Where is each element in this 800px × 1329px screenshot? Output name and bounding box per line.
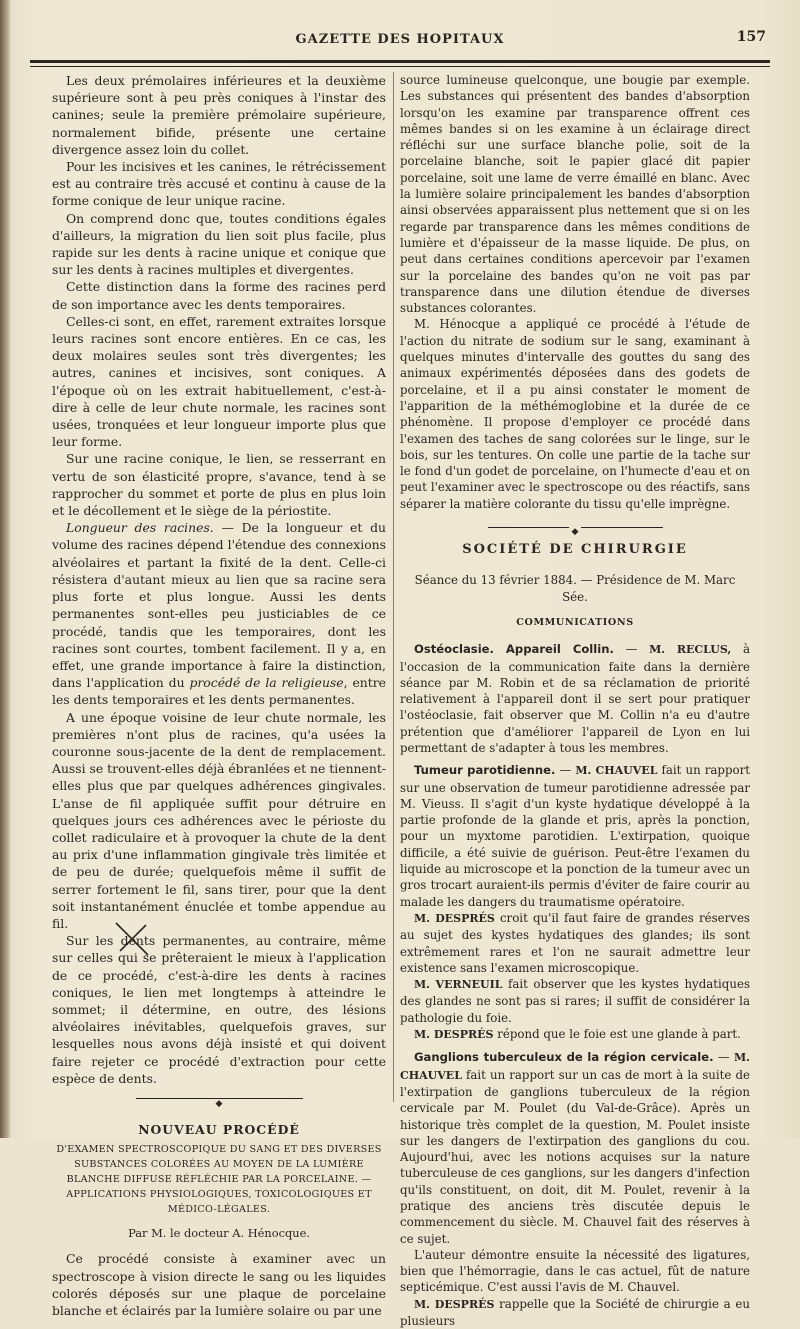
paragraph-text: — De la longueur et du volume des racines dépend l'étendue des connexions alvéolaires et partant la fixité de la dent. Celle-ci résistera d'autant mieux au lien que sa racine sera plus forte et plus longue. Aussi les dents permanentes sont-elles peu justiciables de ce procédé, tandis que les temporaires, dont les racines sont courtes, tombent facilement. Il y a, en effet, une grande importance à faire la distinction, dans l'application du	[52, 520, 386, 691]
article-author: Par M. le docteur A. Hénocque.	[128, 1226, 310, 1241]
handwritten-cross-mark	[112, 921, 152, 959]
paragraph: Ce procédé consiste à examiner avec un spectroscope à vision directe le sang ou les liquides colorés déposés sur une plaque de porcelaine blanche et éclairés par la lumière solaire ou par une	[52, 1251, 386, 1318]
left-column	[52, 72, 386, 1319]
paragraph: L'auteur démontre ensuite la nécessité des ligatures, bien que l'hémorragie, dans le cas actuel, fût de nature septicémique. C'est aussi l'avis de M. Chauvel.	[400, 1247, 750, 1295]
paragraph: M. Hénocque a appliqué ce procédé à l'étude de l'action du nitrate de sodium sur le sang, examinant à quelques minutes d'intervalle des gouttes du sang des animaux expérimentés déposées dans des godets de porcelaine, et il a pu ainsi constater le moment de l'apparition de la méthémoglobine et la durée de ce phénomène. Il propose d'employer ce procédé dans l'examen des taches de sang colorées sur le linge, sur le bois, sur les tentures. On colle une partie de la tache sur le fond d'un godet de porcelaine, on l'humecte d'eau et on peut l'examiner avec le spectroscope ou des réactifs, sans séparer la matière colorante du tissu qu'elle imprègne.	[400, 317, 750, 511]
topic-heading: Tumeur parotidienne.	[414, 763, 556, 778]
paragraph: source lumineuse quelconque, une bougie par exemple. Les substances qui présentent des bandes d'absorption lorsqu'on les examine par transparence offrent ces mêmes bandes si on les examine à un éclairage direct réfléchi sur une surface blanche polie, soit de la porcelaine blanche, soit le papier glacé dit papier porcelaine, soit une lame de verre émaillé en blanc. Avec la lumière solaire principalement les bandes d'absorption ainsi observées apparaissent plus nettement que si on les regarde par transparence dans les mêmes conditions de lumière et d'épaisseur de la masse liquide. De plus, on peut dans certaines conditions apercevoir par l'examen sur la porcelaine des bandes qu'on ne voit pas par transparence dans une dilution étendue de diverses substances colorantes.	[400, 73, 750, 316]
book-spine	[0, 0, 10, 1138]
topic-heading: Ganglions tuberculeux de la région cervicale.	[414, 1050, 714, 1065]
page-header	[30, 26, 770, 52]
paragraph	[400, 910, 750, 976]
paragraph	[400, 1026, 750, 1043]
italic-term: procédé de la religieuse	[189, 675, 344, 691]
ornament-glyph: ◆	[569, 527, 582, 537]
paragraph-text: rappelle que la Société de chirurgie a eu plusieurs	[400, 1296, 750, 1329]
right-column	[400, 72, 750, 1329]
paragraph-text: fait un rapport sur un cas de mort à la suite de l'extirpation de ganglions tuberculeux de la région cervicale par M. Poulet (du Val-de-Grâce). Après un historique très complet de la question, M. Poulet insiste sur les dangers de l'extirpation des ganglions du cou. Aujourd'hui, avec les notions acquises sur la nature tuberculeuse de ces ganglions, sur les dangers d'infection qu'ils constituent, on doit, dit M. Poulet, revenir à la pratique des anciens très discutée depuis le commencement du siècle. M. Chauvel fait des réserves à ce sujet.	[400, 1067, 750, 1246]
paragraph-text: fait observer que les kystes hydatiques des glandes ne sont pas si rares; il suffit de considérer la pathologie du foie.	[400, 977, 750, 1025]
journal-title: GAZETTE DES HOPITAUX	[295, 32, 505, 47]
speaker-name: M. DESPRÉS	[414, 911, 495, 925]
paragraph: Cette distinction dans la forme des racines perd de son importance avec les dents temporaires.	[52, 279, 386, 312]
society-title: SOCIÉTÉ DE CHIRURGIE	[462, 542, 688, 558]
paragraph-lead: Longueur des racines.	[66, 520, 214, 536]
paragraph: Ganglions tuberculeux de la région cervicale. — M. CHAUVEL fait un rapport sur un cas de mort à la suite de l'extirpation de ganglions tuberculeux de la région cervicale par M. Poulet (du Val-de-Grâce). Après un historique très complet de la question, M. Poulet insiste sur les dangers de l'extirpation des ganglions du cou. Aujourd'hui, avec les notions acquises sur la nature tuberculeuse de ces ganglions, sur les dangers d'infection qu'ils constituent, on doit, dit M. Poulet, revenir à la pratique des anciens très discutée depuis le commencement du siècle. M. Chauvel fait des réserves à ce sujet.	[400, 1050, 751, 1246]
paragraph-text: croit qu'il faut faire de grandes réserves au sujet des kystes hydatiques des glandes; ils sont extrêmement rares et l'on ne saurait admettre leur existence sans l'examen microscopique.	[400, 910, 750, 975]
paragraph: On comprend donc que, toutes conditions égales d'ailleurs, la migration du lien soit plus facile, plus rapide sur les dents à racine unique et conique que sur les dents à racines multiples et divergentes.	[52, 210, 386, 278]
paragraph	[400, 976, 750, 1026]
topic-heading: Ostéoclasie. Appareil Collin.	[414, 642, 614, 657]
page-number: 157	[736, 29, 766, 45]
paragraph: Les deux prémolaires inférieures et la deuxième supérieure sont à peu près coniques à l'instar des canines; seule la première prémolaire supérieure, normalement bifide, présente une certaine divergence assez loin du collet.	[52, 73, 386, 157]
speaker-name: M. CHAUVEL	[575, 764, 658, 778]
ornament-glyph: ◆	[213, 1099, 226, 1109]
section-ornament	[52, 1093, 386, 1109]
paragraph: Sur une racine conique, le lien, se resserrant en vertu de son élasticité propre, s'avance, tend à se rapprocher du sommet et porte de plus en plus loin et le décollement et le siège de la périostite.	[52, 451, 386, 519]
communications-heading: COMMUNICATIONS	[516, 616, 634, 628]
paragraph-text: , entre les dents temporaires et les dents permanentes.	[52, 675, 386, 708]
paragraph-text: à l'occasion de la communication faite dans la dernière séance par M. Robin et de sa réclamation de priorité relativement à l'appareil dont il se sert pour pratiquer l'ostéoclasie, fait observer que M. Collin n'a eu d'autre prétention que d'améliorer l'appareil de Lyon en lui permettant de s'adapter à tous les membres.	[400, 642, 750, 755]
header-rule-thin	[30, 66, 770, 67]
section-ornament	[400, 522, 750, 538]
paragraph	[52, 519, 386, 708]
paragraph-text: répond que le foie est une glande à part.	[493, 1027, 741, 1042]
paragraph-text: fait un rapport sur une observation de tumeur parotidienne adressée par M. Vieuss. Il s'agit d'un kyste hydatique développé à la partie profonde de la glande et pris, après la ponction, pour un myxtome parotidien. L'extirpation, quoique difficile, a été suivie de guérison. Peut-être l'examen du liquide au microscope et la ponction de la tumeur avec un gros trocart auraient-ils permis d'éviter de faire courir au malade les dangers du traumatisme opératoire.	[400, 763, 751, 909]
session-line: Séance du 13 février 1884. — Présidence de M. Marc Sée.	[414, 573, 736, 604]
speaker-name: M. RECLUS,	[649, 643, 732, 657]
header-rule-thick	[30, 60, 770, 63]
paragraph: Ostéoclasie. Appareil Collin. — M. RECLUS, à l'occasion de la communication faite dans la dernière séance par M. Robin et de sa réclamation de priorité relativement à l'appareil dont il se sert pour pratiquer l'ostéoclasie, fait observer que M. Collin n'a eu d'autre prétention que d'améliorer l'appareil de Lyon en lui permettant de s'adapter à tous les membres.	[400, 642, 750, 755]
paragraph: Sur les dents permanentes, au contraire, même sur celles qui se prêteraient le mieux à l'application de ce procédé, c'est-à-dire les dents à racines coniques, le lien met longtemps à atteindre le sommet; il détermine, en outre, des lésions alvéolaires inévitables, quelquefois graves, sur lesquelles nous avons déjà insisté et qui doivent faire rejeter ce procédé d'extraction pour cette espèce de dents.	[52, 933, 386, 1086]
paragraph: Pour les incisives et les canines, le rétrécissement est au contraire très accusé et continu à cause de la forme conique de leur unique racine.	[52, 159, 386, 209]
section-title: NOUVEAU PROCÉDÉ	[138, 1121, 300, 1137]
section-subtitle: D'EXAMEN SPECTROSCOPIQUE DU SANG ET DES DIVERSES SUBSTANCES COLORÉES AU MOYEN DE LA LUMIÈRE BLANCHE DIFFUSE RÉFLÉCHIE PAR LA PORCELAINE. — APPLICATIONS PHYSIOLOGIQUES, TOXICOLOGIQUES ET MÉDICO-LÉGALES.	[56, 1144, 382, 1216]
paragraph: A une époque voisine de leur chute normale, les premières n'ont plus de racines, qu'a usées la couronne sous-jacente de la dent de remplacement. Aussi se trouvent-elles déjà ébranlées et ne tiennent-elles plus que par quelques adhérences gingivales. L'anse de fil appliquée suffit pour détruire en quelques jours ces adhérences avec le périoste du collet radiculaire et à provoquer la chute de la dent au prix d'une inflammation gingivale très limitée et de peu de durée; quelquefois même il suffit de serrer fortement le fil, sans tirer, pour que la dent soit instantanément énuclée et tombe appendue au fil.	[52, 709, 387, 931]
speaker-name: M. DESPRÉS	[414, 1297, 495, 1311]
speaker-name: M. DESPRÉS	[414, 1028, 494, 1042]
column-divider	[393, 72, 394, 1102]
paragraph	[400, 1296, 750, 1329]
speaker-name: M. CHAUVEL	[400, 1051, 751, 1082]
speaker-name: M. VERNEUIL	[414, 978, 503, 992]
paragraph: Celles-ci sont, en effet, rarement extraites lorsque leurs racines sont encore entières. En ce cas, les deux molaires seules sont très divergentes; les autres, canines et incisives, sont coniques. A l'époque où on les extrait habituellement, c'est-à-dire à celle de leur chute normale, les racines sont usées, tronquées et leur longueur importe plus que leur forme.	[52, 313, 386, 450]
paragraph: Tumeur parotidienne. — M. CHAUVEL fait un rapport sur une observation de tumeur parotidienne adressée par M. Vieuss. Il s'agit d'un kyste hydatique développé à la partie profonde de la glande et pris, après la ponction, pour un myxtome parotidien. L'extirpation, quoique difficile, a été suivie de guérison. Peut-être l'examen du liquide au microscope et la ponction de la tumeur avec un gros trocart auraient-ils permis d'éviter de faire courir au malade les dangers du traumatisme opératoire.	[400, 763, 751, 909]
